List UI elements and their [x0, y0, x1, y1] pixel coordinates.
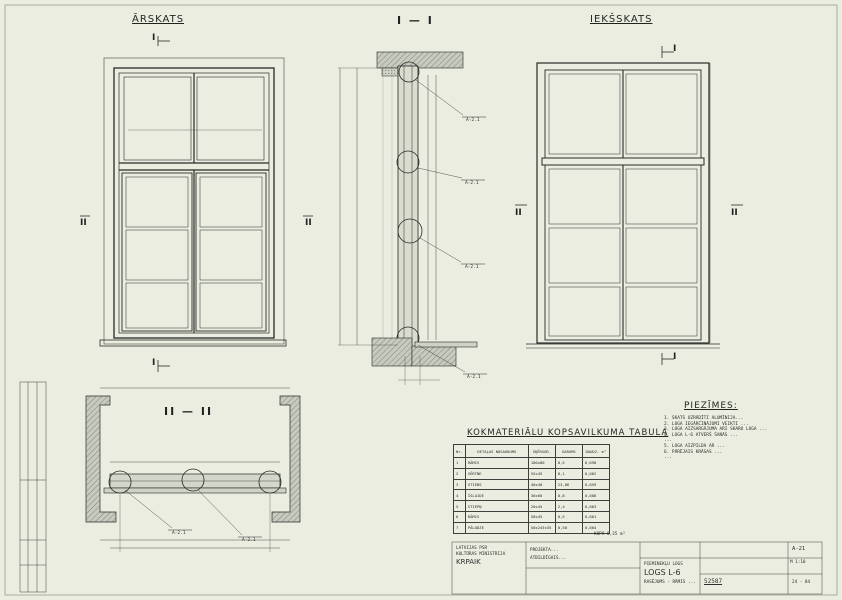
table-cell: 2,4 — [555, 501, 582, 512]
table-cell: 0,098 — [582, 458, 609, 469]
detail-ref-1: A-2.1 — [466, 118, 480, 123]
note-line: 1. SKATS UZRĀDĪTI ALUMĪNIJA... — [664, 416, 744, 421]
section-view — [338, 52, 477, 385]
cut-mark-i-int-bottom: I — [673, 352, 677, 362]
table-cell: 30x60 — [528, 490, 555, 501]
note-line: 3. LOGA AIZSARGĀJUMA ARI SKARO LOGA ... — [664, 427, 768, 433]
title-scale: M 1:10 — [790, 560, 806, 565]
title-project: PIEMINEKĻU LOGS — [644, 562, 683, 567]
table-cell: 0,5 — [555, 511, 582, 522]
table-cell: RĀMIS — [465, 458, 528, 469]
cut-mark-ii-int-right: II — [731, 208, 738, 218]
table-cell: 0,8 — [555, 490, 582, 501]
table-cell: 7 — [454, 522, 466, 533]
table-cell: 20x45 — [528, 501, 555, 512]
title-code: A-21 — [792, 546, 806, 552]
cut-mark-i-bottom: I — [152, 358, 156, 368]
sheet-border — [5, 5, 837, 595]
material-table-footer: KOPĀ 0,35 m³ — [594, 532, 626, 537]
note-line: 2. LOGA IEGĀRČINĀJUMI VEIKTI ... — [664, 421, 749, 427]
note-line: ... — [664, 438, 672, 444]
detail-ref-5: A-2.1 — [172, 531, 186, 536]
table-cell: PĀLODZE — [465, 522, 528, 533]
note-line: 6. PĀRĒJAIS KRĀSAS ... — [664, 449, 723, 455]
table-cell: 2 — [454, 468, 466, 479]
table-cell: VĒRTNE — [465, 468, 528, 479]
table-header-cell: GARUMS — [555, 445, 582, 458]
table-row — [454, 490, 610, 501]
table-row — [454, 468, 610, 479]
table-cell: 0,008 — [582, 490, 609, 501]
section-view-title: I — I — [397, 14, 434, 27]
exterior-view-title: ĀRSKATS — [132, 14, 185, 25]
table-cell: 0,001 — [582, 511, 609, 522]
table-cell: STIEPŅ — [465, 501, 528, 512]
cut-mark-ii-int-left: II — [515, 208, 522, 218]
table-header-cell: ŠĶĒRSGR. — [528, 445, 555, 458]
title-row1: PROJEKTA... — [530, 548, 559, 553]
table-cell: 6 — [454, 511, 466, 522]
table-cell: 8,1 — [555, 468, 582, 479]
table-cell: 0,58 — [555, 522, 582, 533]
table-cell: 0,003 — [582, 501, 609, 512]
notes-title: PIEZĪMES: — [684, 401, 738, 411]
title-drawing-name: LOGS L-6 — [644, 568, 681, 577]
interior-view-title: IEKŠSKATS — [590, 14, 653, 25]
plan-view-title: II — II — [164, 405, 214, 418]
table-cell: 0,004 — [582, 522, 609, 533]
table-header-row — [454, 445, 610, 458]
table-cell: 55x45 — [528, 468, 555, 479]
table-cell: 3 — [454, 479, 466, 490]
title-office: KRPAIK — [456, 558, 481, 566]
table-cell: 0,062 — [582, 468, 609, 479]
table-cell: RĀMIS — [465, 511, 528, 522]
table-cell: 50x245x35 — [528, 522, 555, 533]
table-row — [454, 501, 610, 512]
material-table — [453, 444, 610, 534]
cut-mark-ii-left: II — [80, 218, 87, 228]
table-cell: ĪSLAIDE — [465, 490, 528, 501]
table-row — [454, 522, 610, 533]
table-cell: 180x80 — [528, 458, 555, 469]
table-cell: 5 — [454, 501, 466, 512]
detail-ref-2: A-2.1 — [465, 181, 479, 186]
note-line: ... — [664, 455, 672, 461]
table-cell: 0,059 — [582, 479, 609, 490]
cut-mark-i-int-top: I — [673, 44, 677, 54]
table-header-cell: DETAĻAS NOSAUKUMS — [465, 445, 528, 458]
table-cell: 4 — [454, 490, 466, 501]
title-org: LATVIJAS PSR — [456, 546, 488, 551]
detail-ref-6: A-2.1 — [242, 538, 256, 543]
title-sheet-number: 52587 — [704, 578, 723, 585]
table-row — [454, 511, 610, 522]
title-row2: ATBILDĪGAIS... — [530, 556, 567, 561]
detail-ref-4: A-2.1 — [467, 375, 481, 380]
title-org2: KULTŪRAS MINISTRIJA — [456, 552, 506, 557]
cut-mark-i-top: I — [152, 33, 156, 43]
note-line: 5. LOGA AIZPILDA AR ... — [664, 443, 725, 449]
table-header-cell: DAUDZ. m³ — [582, 445, 609, 458]
table-cell: 23,86 — [555, 479, 582, 490]
title-drawing-sub: RASĒJUMS - RĀMIS ... — [644, 580, 696, 585]
revision-table — [20, 382, 46, 592]
title-block-frame — [452, 542, 822, 594]
detail-ref-3: A-2.1 — [465, 265, 479, 270]
notes-list — [664, 416, 794, 461]
table-row — [454, 458, 610, 469]
table-cell: 40x40 — [528, 479, 555, 490]
interior-view — [526, 63, 720, 348]
table-cell: 8,5 — [555, 458, 582, 469]
table-cell: STIEBS — [465, 479, 528, 490]
title-year: 24 - 84 — [792, 580, 811, 585]
cut-mark-ii-right: II — [305, 218, 312, 228]
note-line: 4. LOGA L-6 ATVERŠ ŠANĀS ... — [664, 432, 739, 438]
table-cell: 50x45 — [528, 511, 555, 522]
table-header-cell: Nr. — [454, 445, 466, 458]
material-table-title: KOKMATERIĀLU KOPSAVILKUMA TABULA — [467, 428, 669, 438]
exterior-view — [100, 58, 286, 346]
table-cell: 1 — [454, 458, 466, 469]
table-row — [454, 479, 610, 490]
